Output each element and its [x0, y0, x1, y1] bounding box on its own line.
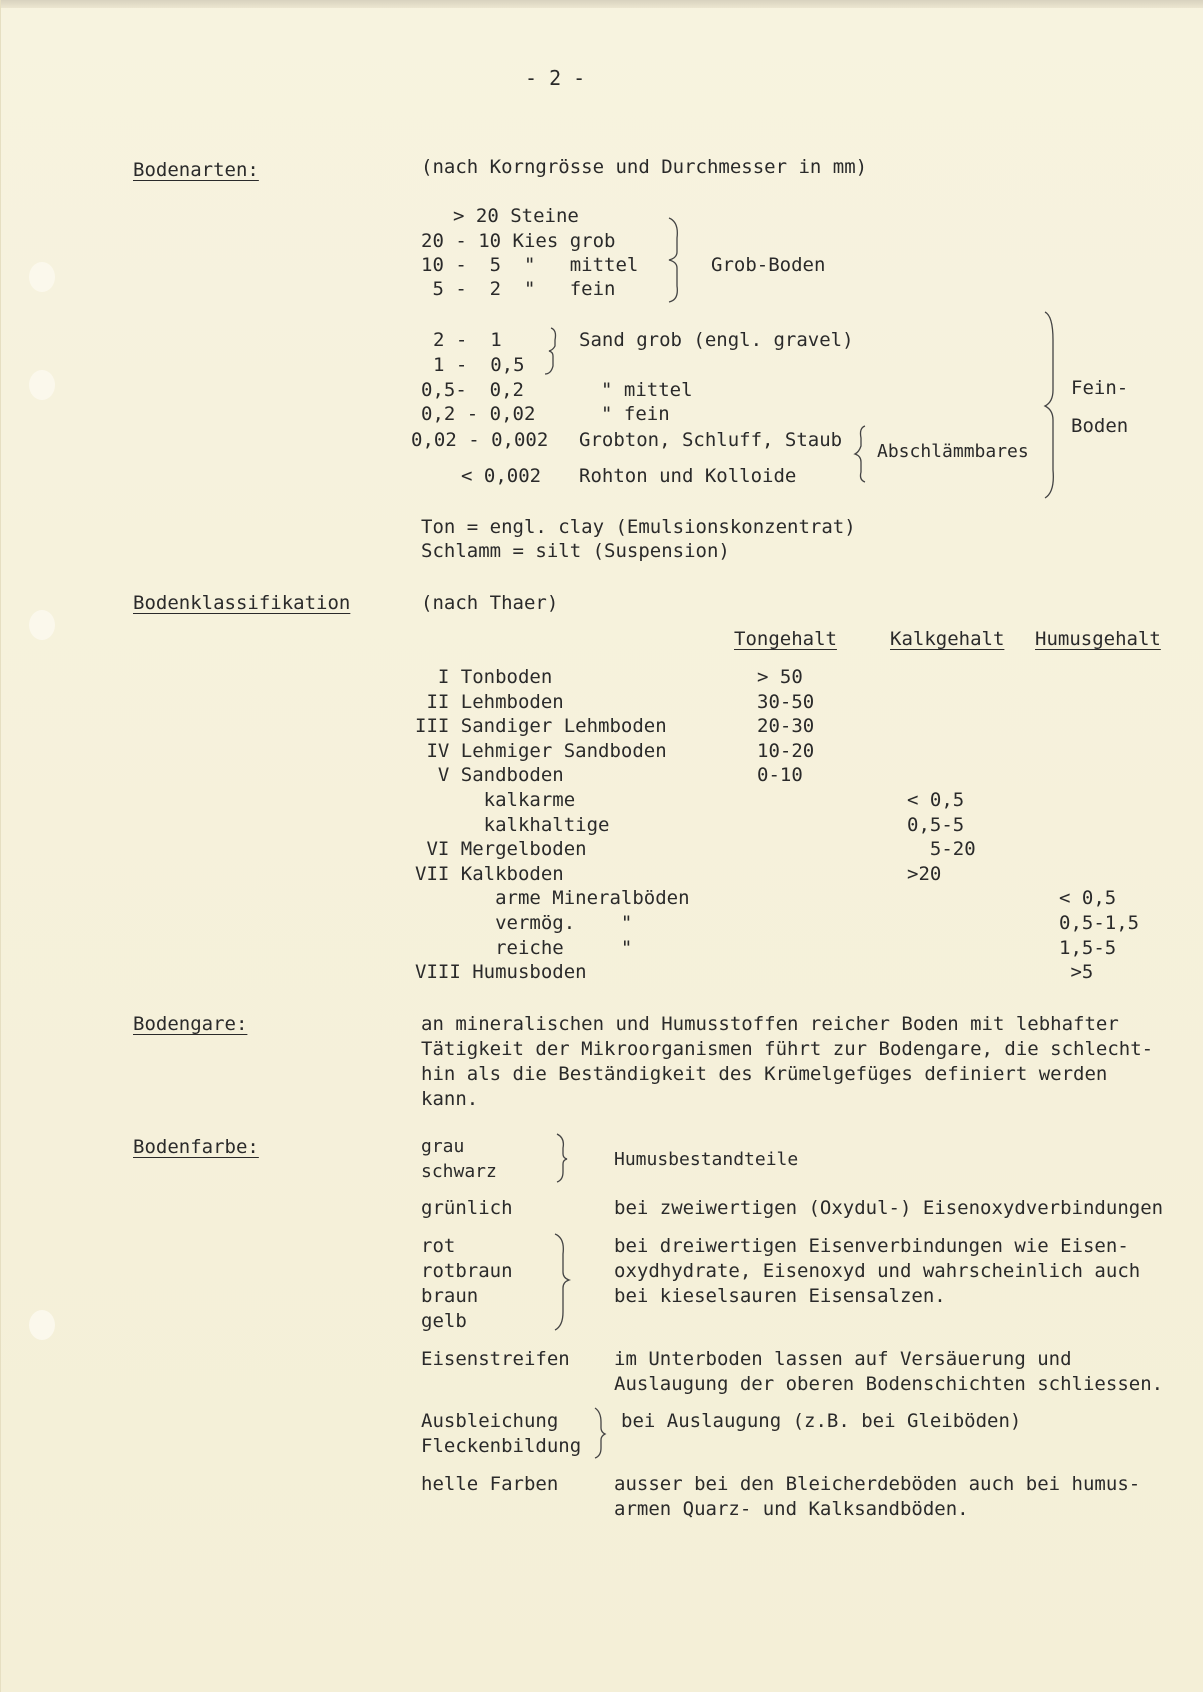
- color-term: rot: [421, 1235, 456, 1257]
- grain-row: < 0,002: [461, 465, 542, 487]
- tongehalt-value: > 50: [757, 666, 803, 688]
- grain-row: 0,02 - 0,002: [411, 429, 549, 451]
- kalkgehalt-value: 5-20: [907, 838, 976, 860]
- grain-row: 2 - 1: [433, 329, 502, 351]
- humusgehalt-value: 0,5-1,5: [1059, 912, 1140, 934]
- klassifikation-intro: (nach Thaer): [421, 592, 559, 614]
- soil-class-label: VI Mergelboden: [415, 838, 587, 860]
- brace-fein-boden: [1041, 310, 1065, 500]
- color-term: Fleckenbildung: [421, 1435, 582, 1457]
- color-desc: armen Quarz- und Kalksandböden.: [614, 1498, 969, 1520]
- humusgehalt-value: < 0,5: [1059, 887, 1117, 909]
- color-term: helle Farben: [421, 1473, 559, 1495]
- soil-class-label: kalkhaltige: [415, 814, 610, 836]
- grain-row: 20 - 10 Kies grob: [421, 230, 616, 252]
- kalkgehalt-value: 0,5-5: [907, 814, 965, 836]
- fraction-label: " fein: [601, 403, 670, 425]
- tongehalt-value: 10-20: [757, 740, 815, 762]
- bodenarten-intro: (nach Korngrösse und Durchmesser in mm): [421, 156, 868, 178]
- brace-ausbleichung: [591, 1406, 609, 1460]
- grain-row: > 20 Steine: [453, 205, 579, 227]
- punch-hole: [29, 370, 55, 400]
- heading-bodengare: Bodengare:: [133, 1013, 248, 1035]
- tongehalt-value: 0-10: [757, 764, 803, 786]
- soil-class-label: reiche ": [415, 937, 633, 959]
- fraction-label: Rohton und Kolloide: [579, 465, 797, 487]
- fraction-label: " mittel: [601, 379, 693, 401]
- page-top-edge: [1, 0, 1203, 8]
- humusgehalt-value: 1,5-5: [1059, 937, 1117, 959]
- soil-class-label: arme Mineralböden: [415, 887, 690, 909]
- color-desc: bei zweiwertigen (Oxydul-) Eisenoxydverbindungen: [614, 1197, 1164, 1219]
- abschlaemmbares-label: Abschlämmbares: [877, 441, 1029, 462]
- soil-class-label: I Tonboden: [415, 666, 553, 688]
- grain-row: 0,2 - 0,02: [421, 403, 536, 425]
- soil-class-label: VIII Humusboden: [415, 961, 587, 983]
- soil-class-label: VII Kalkboden: [415, 863, 564, 885]
- brace-grau-schwarz: [553, 1132, 571, 1184]
- ton-definition: Ton = engl. clay (Emulsionskonzentrat): [421, 516, 856, 538]
- fraction-label: Grobton, Schluff, Staub: [579, 429, 843, 451]
- grain-row: 5 - 2 " fein: [421, 278, 616, 300]
- color-term: Ausbleichung: [421, 1410, 559, 1432]
- color-term: rotbraun: [421, 1260, 513, 1282]
- bodengare-line: hin als die Beständigkeit des Krümelgefüges definiert werden: [421, 1063, 1108, 1085]
- bodengare-line: an mineralischen und Humusstoffen reicher Boden mit lebhafter: [421, 1013, 1119, 1035]
- bodengare-line: kann.: [421, 1088, 479, 1110]
- color-term: schwarz: [421, 1161, 497, 1182]
- kalkgehalt-value: < 0,5: [907, 789, 965, 811]
- boden-label: Boden: [1071, 415, 1129, 437]
- color-term: grünlich: [421, 1197, 513, 1219]
- fein-label: Fein-: [1071, 377, 1129, 399]
- color-desc: Humusbestandteile: [614, 1149, 799, 1170]
- color-term: grau: [421, 1136, 465, 1157]
- punch-hole: [29, 1310, 55, 1340]
- color-desc: bei Auslaugung (z.B. bei Gleiböden): [621, 1410, 1022, 1432]
- humusgehalt-value: >5: [1059, 961, 1094, 983]
- color-desc: bei dreiwertigen Eisenverbindungen wie Eisen-: [614, 1235, 1129, 1257]
- soil-class-label: kalkarme: [415, 789, 576, 811]
- color-desc: im Unterboden lassen auf Versäuerung und: [614, 1348, 1072, 1370]
- heading-bodenfarbe: Bodenfarbe:: [133, 1136, 259, 1158]
- tongehalt-value: 30-50: [757, 691, 815, 713]
- soil-class-label: IV Lehmiger Sandboden: [415, 740, 667, 762]
- brace-grob: [665, 216, 687, 304]
- kalkgehalt-value: >20: [907, 863, 942, 885]
- brace-sand: [541, 326, 561, 376]
- color-term: gelb: [421, 1310, 467, 1332]
- color-term: Eisenstreifen: [421, 1348, 570, 1370]
- bodengare-line: Tätigkeit der Mikroorganismen führt zur Bodengare, die schlecht-: [421, 1038, 1154, 1060]
- punch-hole: [29, 262, 55, 292]
- sand-grob-label: Sand grob (engl. gravel): [579, 329, 854, 351]
- grob-boden-label: Grob-Boden: [711, 254, 826, 276]
- color-desc: Auslaugung der oberen Bodenschichten schliessen.: [614, 1373, 1164, 1395]
- col-header-tongehalt: Tongehalt: [734, 628, 837, 650]
- grain-row: 1 - 0,5: [433, 354, 525, 376]
- col-header-humusgehalt: Humusgehalt: [1035, 628, 1161, 650]
- page-number: - 2 -: [525, 66, 586, 90]
- heading-bodenarten: Bodenarten:: [133, 159, 259, 181]
- grain-row: 10 - 5 " mittel: [421, 254, 639, 276]
- soil-class-label: V Sandboden: [415, 764, 564, 786]
- soil-class-label: III Sandiger Lehmboden: [415, 715, 667, 737]
- grain-row: 0,5- 0,2: [421, 379, 524, 401]
- color-desc: oxydhydrate, Eisenoxyd und wahrscheinlich auch: [614, 1260, 1141, 1282]
- color-desc: ausser bei den Bleicherdeböden auch bei humus-: [614, 1473, 1141, 1495]
- color-desc: bei kieselsauren Eisensalzen.: [614, 1285, 946, 1307]
- punch-hole: [29, 610, 55, 640]
- tongehalt-value: 20-30: [757, 715, 815, 737]
- col-header-kalkgehalt: Kalkgehalt: [890, 628, 1005, 650]
- schlamm-definition: Schlamm = silt (Suspension): [421, 540, 730, 562]
- heading-bodenklassifikation: Bodenklassifikation: [133, 592, 351, 614]
- brace-rot-gelb: [551, 1232, 575, 1332]
- soil-class-label: II Lehmboden: [415, 691, 564, 713]
- color-term: braun: [421, 1285, 479, 1307]
- soil-class-label: vermög. ": [415, 912, 633, 934]
- brace-abschlaemmbares: [853, 424, 873, 484]
